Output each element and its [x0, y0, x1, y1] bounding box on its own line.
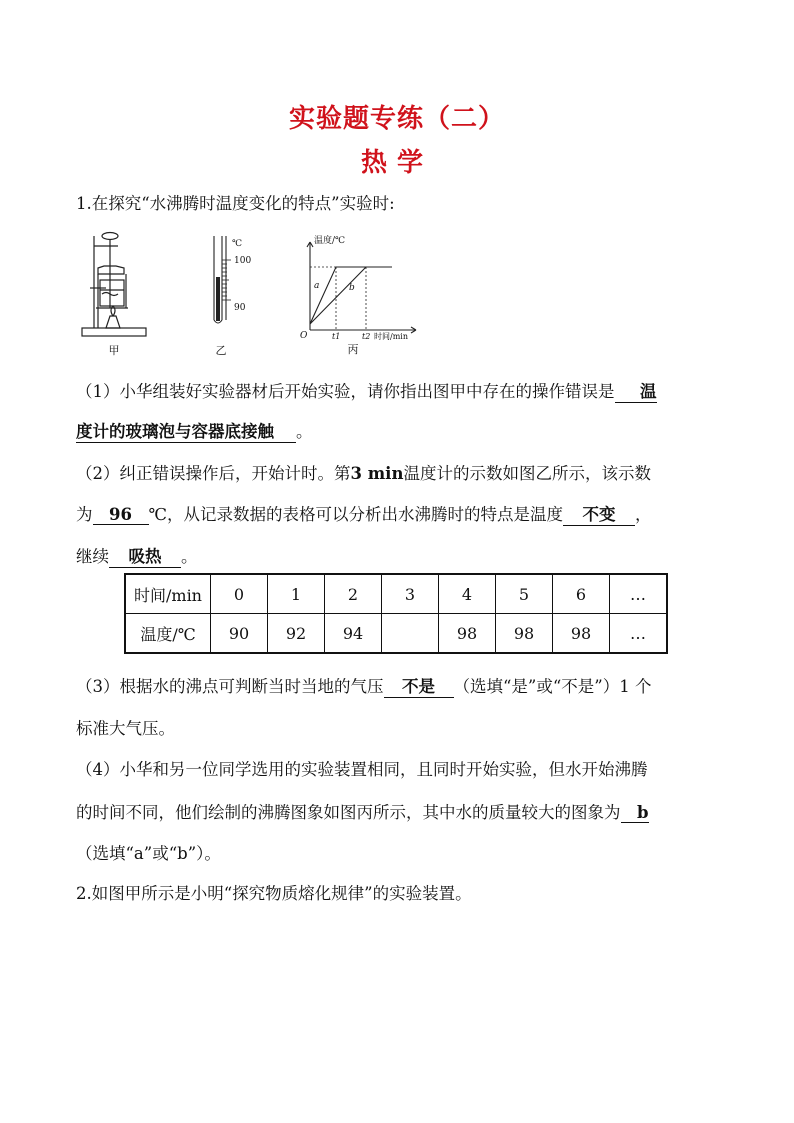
table-cell: 98: [553, 614, 610, 654]
question-1-part-2-cont: [76, 501, 726, 526]
table-cell: 90: [211, 614, 268, 654]
table-cell: 94: [325, 614, 382, 654]
figure-bing-graph: [298, 230, 422, 358]
table-cell: 98: [439, 614, 496, 654]
table-row-time: [125, 574, 667, 614]
part-4-answer: b: [621, 803, 649, 823]
part-2-text-f: 继续: [76, 547, 109, 566]
graph-line-a: a: [314, 281, 320, 291]
figure-yi-thermometer: [196, 232, 260, 358]
graph-t2: t2: [362, 332, 371, 341]
table-row-temp: [125, 614, 667, 654]
part-2-text-e: ，: [634, 505, 652, 524]
page-title: 实验题专练（二）: [288, 104, 505, 134]
table-cell: 6: [553, 574, 610, 614]
question-1-part-2: [76, 460, 726, 484]
question-1-part-4-cont: [76, 799, 726, 823]
table-cell: 0: [211, 574, 268, 614]
part-2-text-a: （2）纠正错误操作后，开始计时。第: [76, 464, 351, 483]
part-3-text-b: （选填“是”或“不是”）1 个: [453, 677, 652, 696]
table-cell: 2: [325, 574, 382, 614]
table-cell: 3: [382, 574, 439, 614]
question-2-stem: 2.如图甲所示是小明“探究物质熔化规律”的实验装置。: [76, 884, 472, 903]
part-2-text-b: 温度计的示数如图乙所示，该示数: [403, 464, 651, 483]
question-1-part-4-cont2: （选填“a”或“b”）。: [76, 844, 221, 863]
part-1-answer-b: 度计的玻璃泡与容器底接触: [76, 418, 296, 443]
part-4-text-b: 的时间不同，他们绘制的沸腾图象如图丙所示，其中水的质量较大的图象为: [76, 803, 621, 822]
question-1-part-3: [76, 673, 726, 698]
graph-ylabel: 温度/℃: [314, 236, 346, 246]
table-cell: 98: [496, 614, 553, 654]
thermometer-tick-90: 90: [234, 303, 246, 313]
part-2-text-g: 。: [181, 547, 198, 566]
page-subtitle: 热学: [360, 148, 433, 178]
table-cell: [382, 614, 439, 654]
question-1-part-2-cont2: [76, 543, 726, 568]
graph-origin: O: [300, 331, 308, 341]
table-cell: 92: [268, 614, 325, 654]
part-2-text-d: ℃，从记录数据的表格可以分析出水沸腾时的特点是温度: [148, 505, 563, 524]
table-cell: …: [610, 574, 668, 614]
table-header-time: 时间/min: [125, 574, 211, 614]
part-1-text: （1）小华组装好实验器材后开始实验，请你指出图甲中存在的操作错误是: [76, 382, 615, 401]
question-1-stem: 1.在探究“水沸腾时温度变化的特点”实验时:: [76, 194, 395, 213]
part-2-answer-heat: 吸热: [109, 543, 181, 568]
graph-xlabel: 时间/min: [374, 332, 408, 341]
part-1-end: 。: [296, 422, 313, 441]
graph-t1: t1: [332, 332, 341, 341]
thermometer-tick-100: 100: [234, 256, 252, 266]
thermometer-unit: ℃: [232, 239, 243, 249]
figure-jia-apparatus: [76, 228, 152, 358]
question-1-part-3-cont: 标准大气压。: [76, 719, 175, 738]
part-1-answer-a: 温: [615, 378, 657, 403]
table-cell: 1: [268, 574, 325, 614]
part-2-answer-unchanged: 不变: [563, 501, 635, 526]
part-2-time: 3 min: [350, 464, 404, 483]
figure-jia-label: 甲: [108, 344, 120, 357]
question-1-part-4: （4）小华和另一位同学选用的实验装置相同，且同时开始实验，但水开始沸腾: [76, 760, 648, 779]
table-cell: 5: [496, 574, 553, 614]
graph-line-b: b: [349, 283, 355, 293]
temperature-table: [124, 573, 668, 654]
question-1-part-1: [76, 378, 726, 403]
figure-bing-label: 丙: [347, 343, 359, 356]
part-3-text-a: （3）根据水的沸点可判断当时当地的气压: [76, 677, 384, 696]
table-header-temp: 温度/℃: [125, 614, 211, 654]
part-3-answer: 不是: [384, 673, 454, 698]
question-1-part-1-cont: [76, 418, 726, 443]
part-2-text-c: 为: [76, 505, 93, 524]
figure-yi-label: 乙: [215, 344, 227, 357]
part-2-answer-temp: 96: [93, 505, 149, 525]
table-cell: …: [610, 614, 668, 654]
table-cell: 4: [439, 574, 496, 614]
